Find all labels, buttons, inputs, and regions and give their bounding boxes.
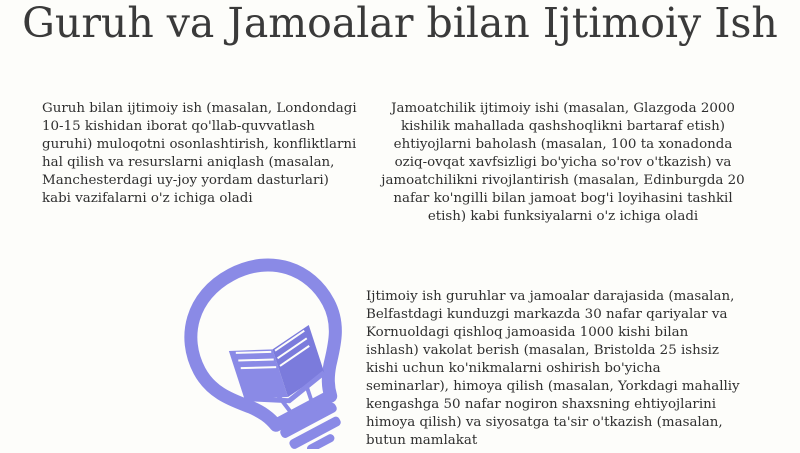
group-work-paragraph: Guruh bilan ijtimoiy ish (masalan, Londondagi 10-15 kishidan iborat qo'llab-quvvatlash guruhi) muloqotni osonlashtirish, konfliktlarni hal qilish va resurslarni aniqlash (masalan, Manchesterdagi uy-joy yordam dasturlari) kabi vazifalarni o'z ichiga oladi [42,101,357,206]
lightbulb-with-book-icon [175,253,355,449]
empowerment-paragraph: Ijtimoiy ish guruhlar va jamoalar darajasida (masalan, Belfastdagi kunduzgi markazda 30 nafar qariyalar va Kornuoldagi qishloq jamoasida 1000 kishi bilan ishlash) vakolat berish (masalan, Bristolda 25 ishsiz kishi uchun ko'nikmalarni oshirish bo'yicha seminarlar), himoya qilish (masalan, Yorkdagi mahalliy kengashga 50 nafar nogiron shaxsning ehtiyojlarini himoya qilish) va siyosatga ta'sir o'tkazish (masalan, butun mamlakat [366,289,740,448]
community-work-paragraph: Jamoatchilik ijtimoiy ishi (masalan, Glazgoda 2000 kishilik mahallada qashshoqlikni bartaraf etish) ehtiyojlarni baholash (masalan, 100 ta xonadonda oziq-ovqat xavfsizligi bo'yicha so'rov o'tkazish) va jamoatchilikni rivojlantirish (masalan, Edinburgda 20 nafar ko'ngilli bilan jamoat bog'i loyihasini tashkil etish) kabi funksiyalarni o'z ichiga oladi [381,101,745,224]
page-title: Guruh va Jamoalar bilan Ijtimoiy Ish [22,0,778,47]
